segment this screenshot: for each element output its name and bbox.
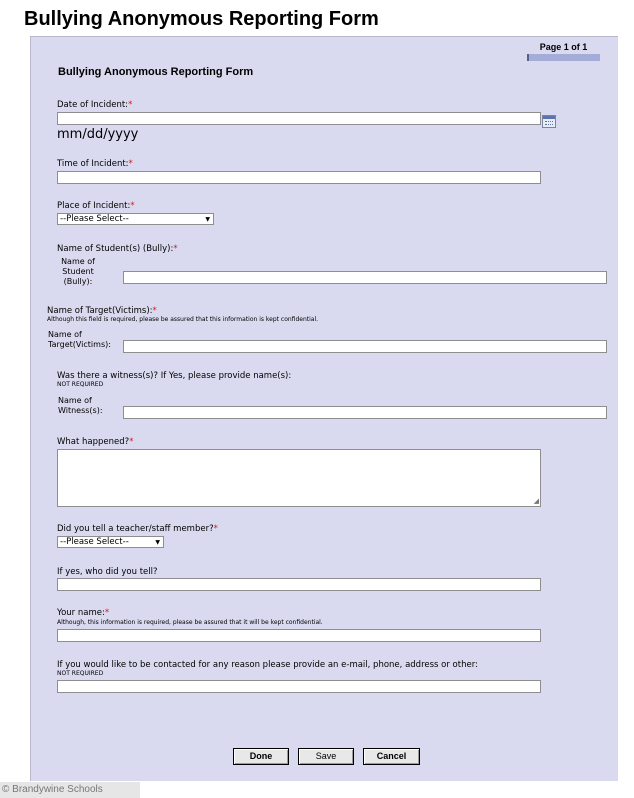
target-field-label-line: Target(Victims): <box>48 340 111 349</box>
place-label <box>57 201 135 211</box>
who-told-label: If yes, who did you tell? <box>57 567 158 577</box>
target-name-input[interactable] <box>123 340 607 353</box>
what-happened-label <box>57 437 133 447</box>
target-field-label-line: Name of <box>48 330 82 339</box>
your-name-label-text: Your name: <box>57 608 105 618</box>
contact-note: NOT REQUIRED <box>57 670 104 677</box>
chevron-down-icon: ▼ <box>155 539 160 546</box>
required-marker: * <box>128 100 133 110</box>
date-input[interactable] <box>57 112 541 125</box>
witness-label: Was there a witness(s)? If Yes, please provide name(s): <box>57 371 292 381</box>
what-happened-textarea[interactable] <box>57 449 541 507</box>
calendar-icon[interactable] <box>542 115 556 128</box>
place-select[interactable] <box>57 213 214 225</box>
witness-field-label-line: Name of <box>58 396 92 405</box>
image-credit: © Brandywine Schools <box>0 782 140 798</box>
witness-note: NOT REQUIRED <box>57 381 104 388</box>
place-select-value: --Please Select-- <box>60 214 129 224</box>
target-note: Although this field is required, please be assured that this information is kept confidential. <box>47 316 319 323</box>
witness-name-input[interactable] <box>123 406 607 419</box>
bully-label <box>57 244 178 254</box>
witness-field-label <box>58 396 103 416</box>
contact-label: If you would like to be contacted for any reason please provide an e-mail, phone, address or other: <box>57 660 478 670</box>
chevron-down-icon: ▼ <box>205 216 210 223</box>
bully-label-text: Name of Student(s) (Bully): <box>57 244 174 254</box>
bully-name-input[interactable] <box>123 271 607 284</box>
required-marker: * <box>213 524 218 534</box>
date-label-text: Date of Incident: <box>57 100 129 110</box>
form-title: Bullying Anonymous Reporting Form <box>58 66 254 78</box>
your-name-note: Although, this information is required, please be assured that it will be kept confidential. <box>57 619 323 626</box>
page-indicator-bar <box>527 54 600 61</box>
told-staff-select-value: --Please Select-- <box>60 537 129 547</box>
bully-field-label-line: Name of <box>61 257 95 266</box>
required-marker: * <box>128 159 133 169</box>
time-label-text: Time of Incident: <box>57 159 129 169</box>
page-title: Bullying Anonymous Reporting Form <box>24 8 379 30</box>
what-happened-label-text: What happened? <box>57 437 130 447</box>
date-format-hint: mm/dd/yyyy <box>57 127 139 142</box>
time-label <box>57 159 133 169</box>
time-input[interactable] <box>57 171 541 184</box>
target-label-text: Name of Target(Victims): <box>47 306 153 316</box>
your-name-input[interactable] <box>57 629 541 642</box>
required-marker: * <box>130 201 135 211</box>
target-field-label <box>48 330 111 350</box>
target-label <box>47 306 157 316</box>
resize-grip-icon[interactable]: ◢ <box>533 497 539 505</box>
witness-field-label-line: Witness(s): <box>58 406 103 415</box>
done-button[interactable]: Done <box>233 748 289 765</box>
required-marker: * <box>104 608 110 618</box>
required-marker: * <box>173 244 178 254</box>
page-indicator: Page 1 of 1 <box>539 42 588 52</box>
bully-field-label-line: Student <box>62 267 94 276</box>
place-label-text: Place of Incident: <box>57 201 131 211</box>
told-staff-label <box>57 524 218 534</box>
told-staff-select[interactable] <box>57 536 164 548</box>
who-told-input[interactable] <box>57 578 541 591</box>
required-marker: * <box>129 437 134 447</box>
bully-field-label-line: (Bully): <box>63 277 93 286</box>
save-button[interactable]: Save <box>298 748 354 765</box>
your-name-label <box>57 608 109 618</box>
required-marker: * <box>152 306 157 316</box>
contact-input[interactable] <box>57 680 541 693</box>
bully-field-label <box>58 257 98 287</box>
date-label <box>57 100 132 110</box>
told-staff-label-text: Did you tell a teacher/staff member? <box>57 524 214 534</box>
cancel-button[interactable]: Cancel <box>363 748 420 765</box>
